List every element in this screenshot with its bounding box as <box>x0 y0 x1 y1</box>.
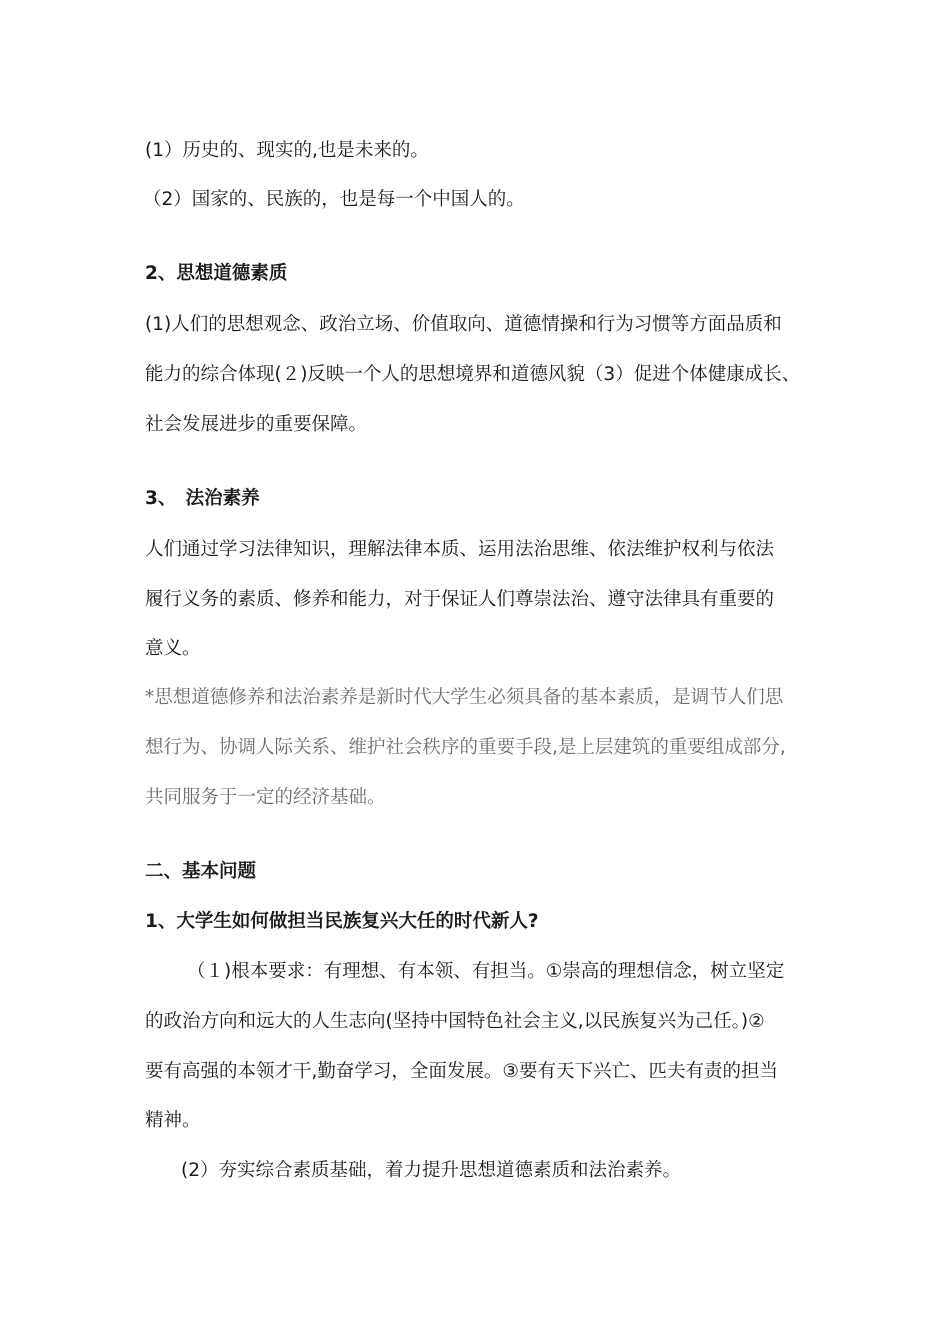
list-item: (1）历史的、现实的,也是未来的。 <box>145 140 429 161</box>
answer-line: (2）夯实综合素质基础，着力提升思想道德素质和法治素养。 <box>181 1160 681 1181</box>
answer-line: 要有高强的本领才干,勤奋学习，全面发展。③要有天下兴亡、匹夫有责的担当 <box>145 1061 778 1082</box>
chapter-heading: 二、基本问题 <box>145 861 257 882</box>
section-heading: 3、 法治素养 <box>145 488 260 509</box>
paragraph-line: 能力的综合体现(２)反映一个人的思想境界和道德风貌（3）促进个体健康成长、 <box>145 364 801 385</box>
paragraph-line: (1)人们的思想观念、政治立场、价值取向、道德情操和行为习惯等方面品质和 <box>145 314 782 335</box>
list-item: （2）国家的、民族的，也是每一个中国人的。 <box>143 189 525 210</box>
note-line: *思想道德修养和法治素养是新时代大学生必须具备的基本素质，是调节人们思 <box>145 687 784 708</box>
paragraph-line: 履行义务的素质、修养和能力，对于保证人们尊崇法治、遵守法律具有重要的 <box>145 589 775 610</box>
section-heading: 2、思想道德素质 <box>145 263 288 284</box>
note-line: 共同服务于一定的经济基础。 <box>145 787 386 808</box>
answer-line: （１)根本要求：有理想、有本领、有担当。①崇高的理想信念，树立坚定 <box>187 961 785 982</box>
note-line: 想行为、协调人际关系、维护社会秩序的重要手段,是上层建筑的重要组成部分, <box>145 737 786 758</box>
paragraph-line: 意义。 <box>145 638 201 659</box>
paragraph-line: 人们通过学习法律知识，理解法律本质、运用法治思维、依法维护权利与依法 <box>145 539 775 560</box>
question-heading: 1、大学生如何做担当民族复兴大任的时代新人? <box>145 911 539 932</box>
answer-line: 精神。 <box>145 1110 201 1131</box>
paragraph-line: 社会发展进步的重要保障。 <box>145 414 368 435</box>
answer-line: 的政治方向和远大的人生志向(坚持中国特色社会主义,以民族复兴为己任。)② <box>145 1011 765 1032</box>
